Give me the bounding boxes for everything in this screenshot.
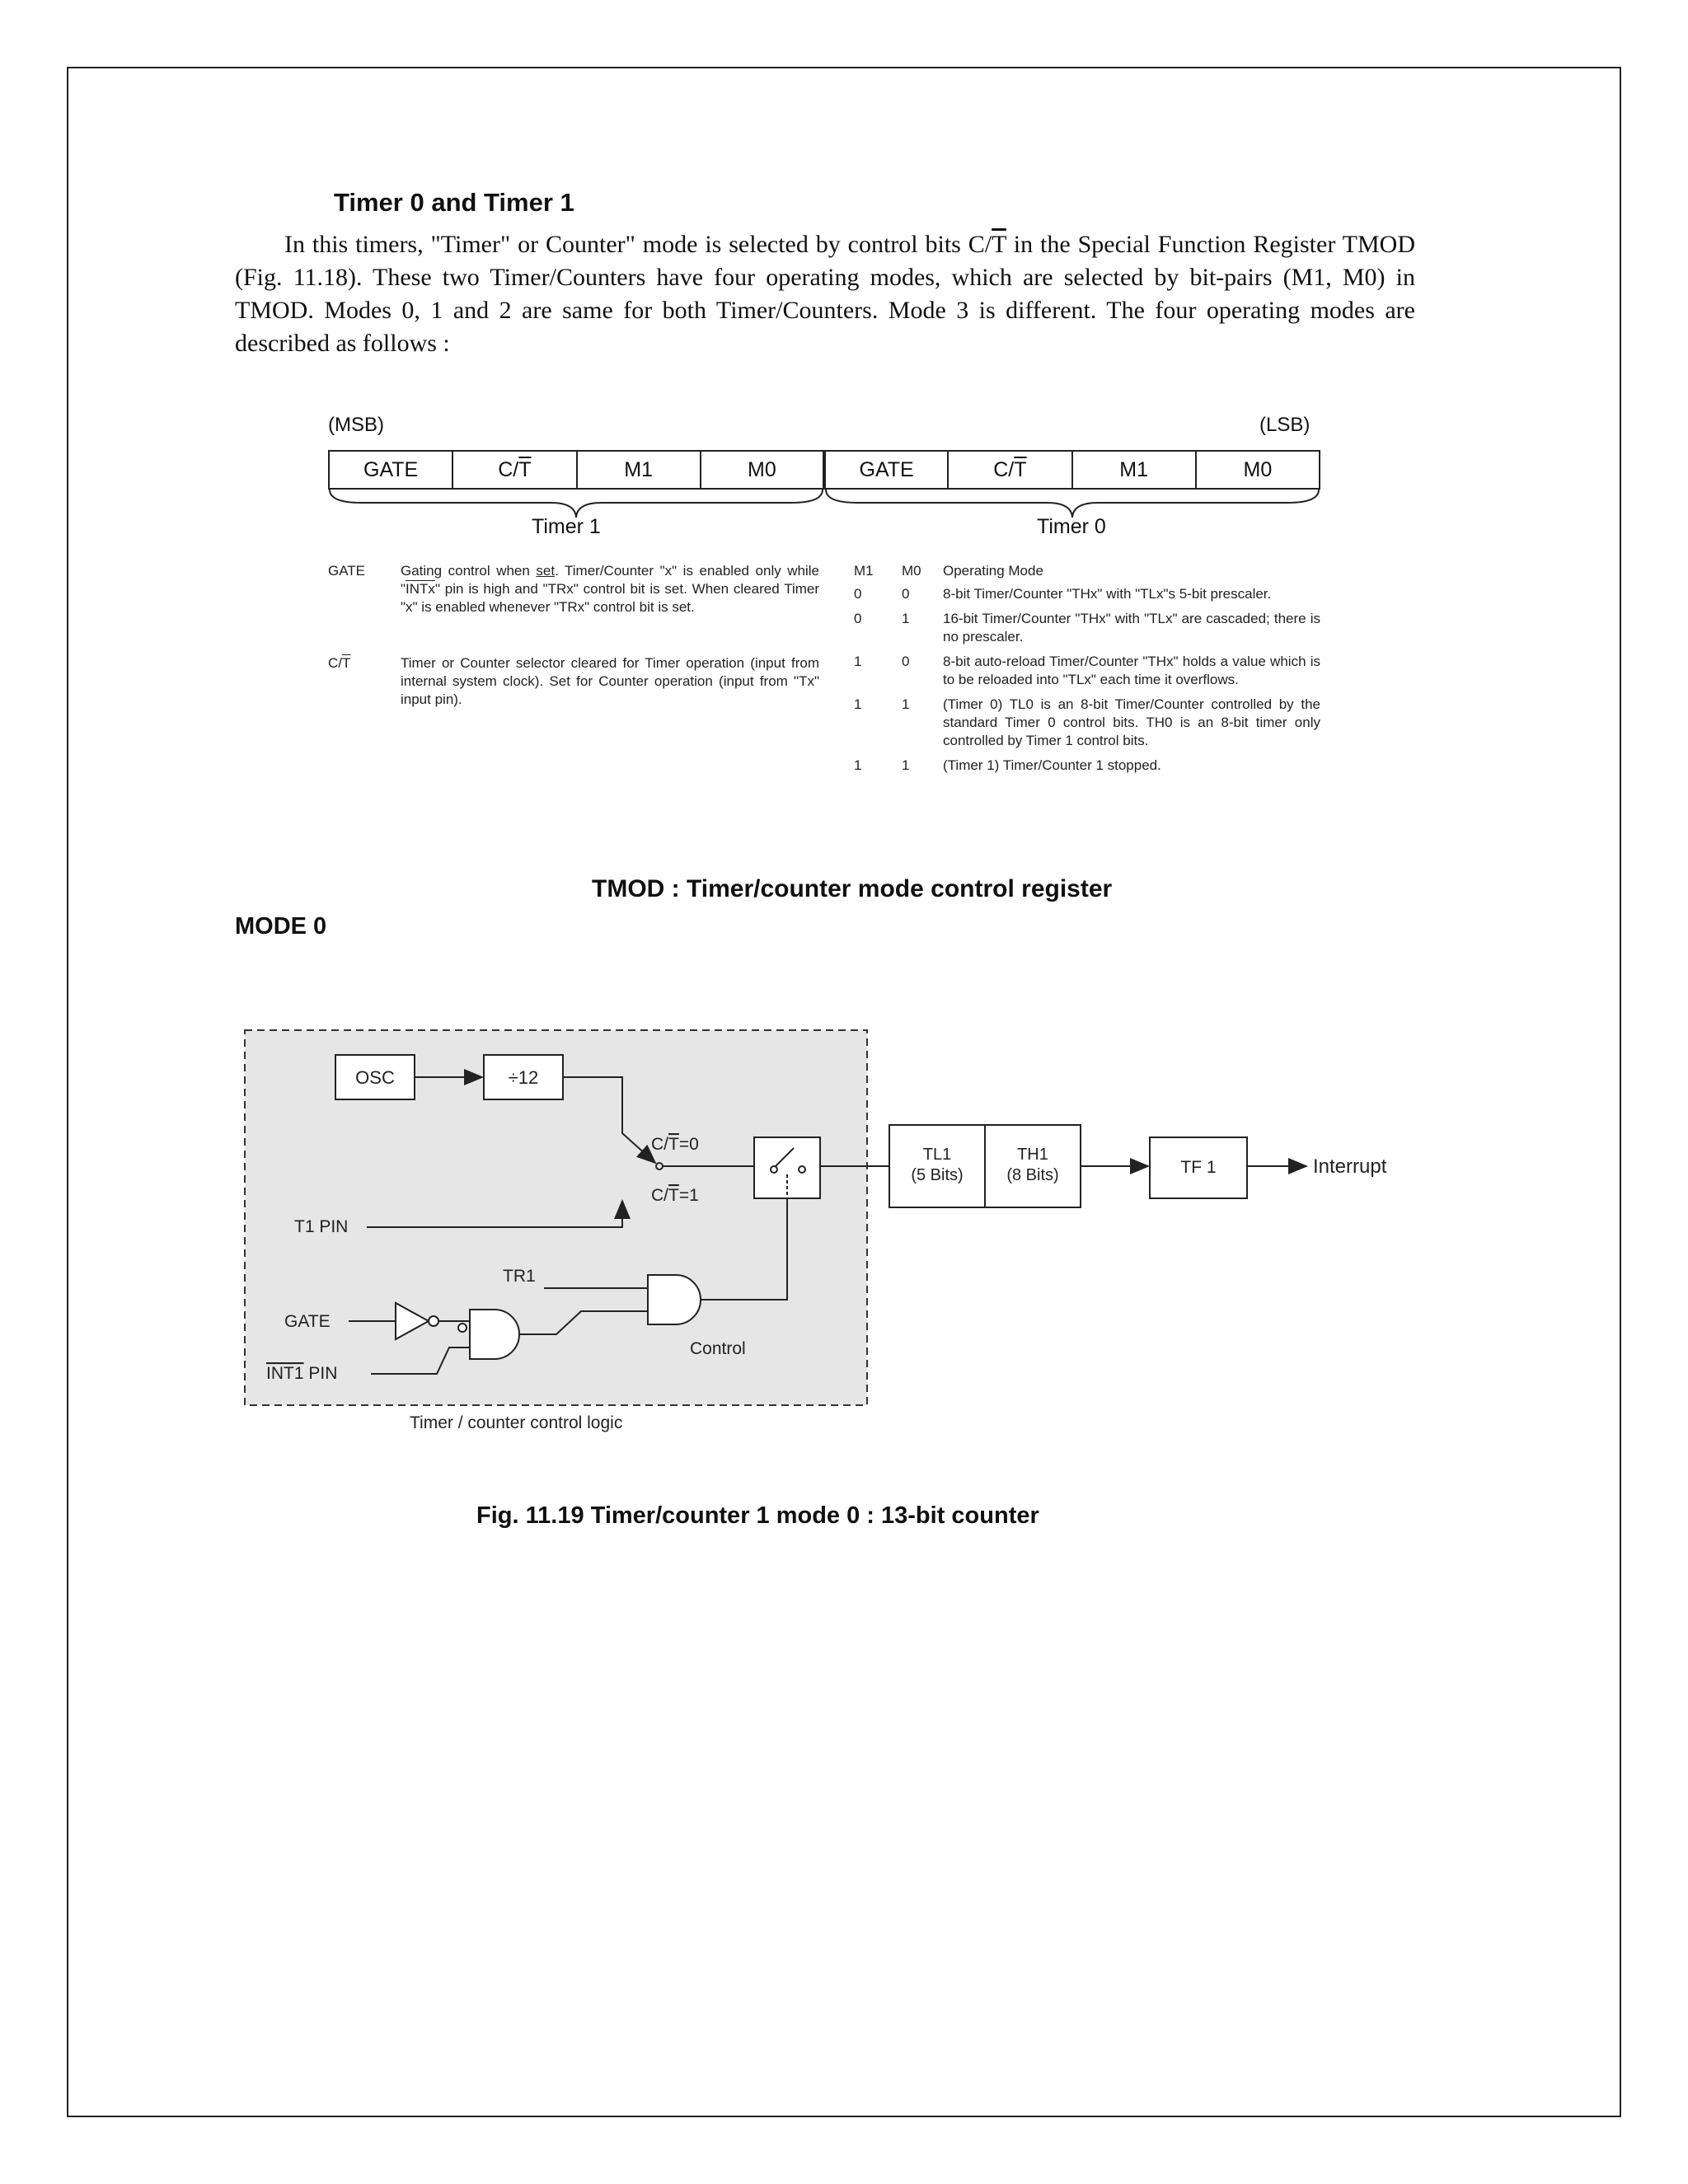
modes-header: M1 M0 Operating Mode (854, 563, 1043, 579)
bit-m1-t1: M1 (577, 451, 701, 489)
gate-label: GATE (284, 1312, 331, 1331)
osc-label: OSC (355, 1067, 395, 1088)
intro-t-bar: $\overline{T}$ (992, 231, 1006, 258)
ct1-label: C/T=1 (651, 1186, 699, 1205)
t1-pin-label: T1 PIN (294, 1217, 349, 1236)
mode-row: 1 0 8-bit auto-reload Timer/Counter "THx" holds a value which is to be reloaded into "TLx" each time it overflows. (854, 654, 1320, 687)
tmod-caption: TMOD : Timer/counter mode control register (592, 875, 1113, 902)
th1-label: TH1 (1017, 1146, 1048, 1164)
bit-m0-t0: M0 (1196, 451, 1320, 489)
lsb-label: (LSB) (1259, 414, 1311, 436)
mode-row: 0 1 16-bit Timer/Counter "THx" with "TLx" are cascaded; there is no prescaler. (854, 611, 1320, 644)
tr1-label: TR1 (503, 1267, 536, 1286)
control-and-gate (648, 1275, 701, 1324)
bit-gate-t1: GATE (329, 451, 452, 489)
ct-description: Timer or Counter selector cleared for Timer operation (input from internal system clock). Set for Counter operation (input from "Tx" input pin). (401, 655, 819, 707)
int1-pin-label: INT1 PIN (266, 1364, 338, 1383)
mode-row: 0 0 8-bit Timer/Counter "THx" with "TLx"s 5-bit prescaler. (854, 586, 1272, 602)
timer1-brace (330, 490, 823, 518)
timer0-label: Timer 0 (1037, 515, 1106, 538)
mode-row: 1 1 (Timer 0) TL0 is an 8-bit Timer/Counter controlled by the standard Timer 0 control bits. TH0 is an 8-bit timer only controlled by Timer 1 control bits. (854, 696, 1320, 748)
section-title: Timer 0 and Timer 1 (334, 188, 574, 217)
or-input-bubble (458, 1324, 467, 1332)
mode0-heading: MODE 0 (235, 913, 327, 940)
mode-row: 1 1 (Timer 1) Timer/Counter 1 stopped. (854, 757, 1161, 773)
interrupt-label: Interrupt (1313, 1155, 1387, 1178)
timer0-brace (826, 490, 1319, 518)
figure-caption: Fig. 11.19 Timer/counter 1 mode 0 : 13-bit counter (476, 1502, 1039, 1529)
timer1-label: Timer 1 (532, 515, 601, 538)
tl1-bits: (5 Bits) (911, 1166, 964, 1184)
bit-gate-t0: GATE (824, 451, 948, 489)
gate-description: Gating control when set. Timer/Counter "x" is enabled only while "INTx" pin is high and "TRx" control bit is set. When cleared Timer "x" is enabled whenever "TRx" control bit is set. (401, 563, 819, 615)
tl1-label: TL1 (922, 1146, 952, 1164)
bit-m0-t1: M0 (701, 451, 824, 489)
tmod-register (328, 450, 1320, 490)
inverter-bubble (429, 1316, 438, 1326)
tf1-label: TF 1 (1180, 1158, 1217, 1177)
bit-ct-t0: $C/\overline{T}$ (948, 451, 1071, 489)
bit-m1-t0: M1 (1072, 451, 1196, 489)
th1-bits: (8 Bits) (1006, 1166, 1059, 1184)
bit-ct-t1: $C/\overline{T}$ (452, 451, 576, 489)
ct0-label: C/T=0 (651, 1135, 699, 1154)
intro-paragraph (235, 228, 1415, 360)
register-braces (328, 488, 1320, 521)
msb-label: (MSB) (328, 414, 384, 436)
divide-by-12-label: ÷12 (508, 1067, 539, 1088)
ct-term: $C/\overline{T}$ (328, 655, 351, 671)
mode0-diagram (210, 1010, 1430, 1438)
gate-or-gate (470, 1310, 519, 1359)
intro-text-after: in the Special Function Register TMOD (Fig. 11.18). These two Timer/Counters have four operating modes, which are selected by bit-pairs (M1, M0) in TMOD. Modes 0, 1 and 2 are same for both Timer/Counters. Mode 3 is different. The four operating modes are described as follows : (235, 231, 1415, 357)
control-logic-caption: Timer / counter control logic (410, 1413, 623, 1432)
intro-text-before: In this timers, "Timer" or Counter" mode is selected by control bits C/ (284, 231, 992, 258)
modes-table (854, 562, 1320, 775)
control-label: Control (690, 1339, 746, 1358)
gate-term: GATE (328, 563, 366, 579)
